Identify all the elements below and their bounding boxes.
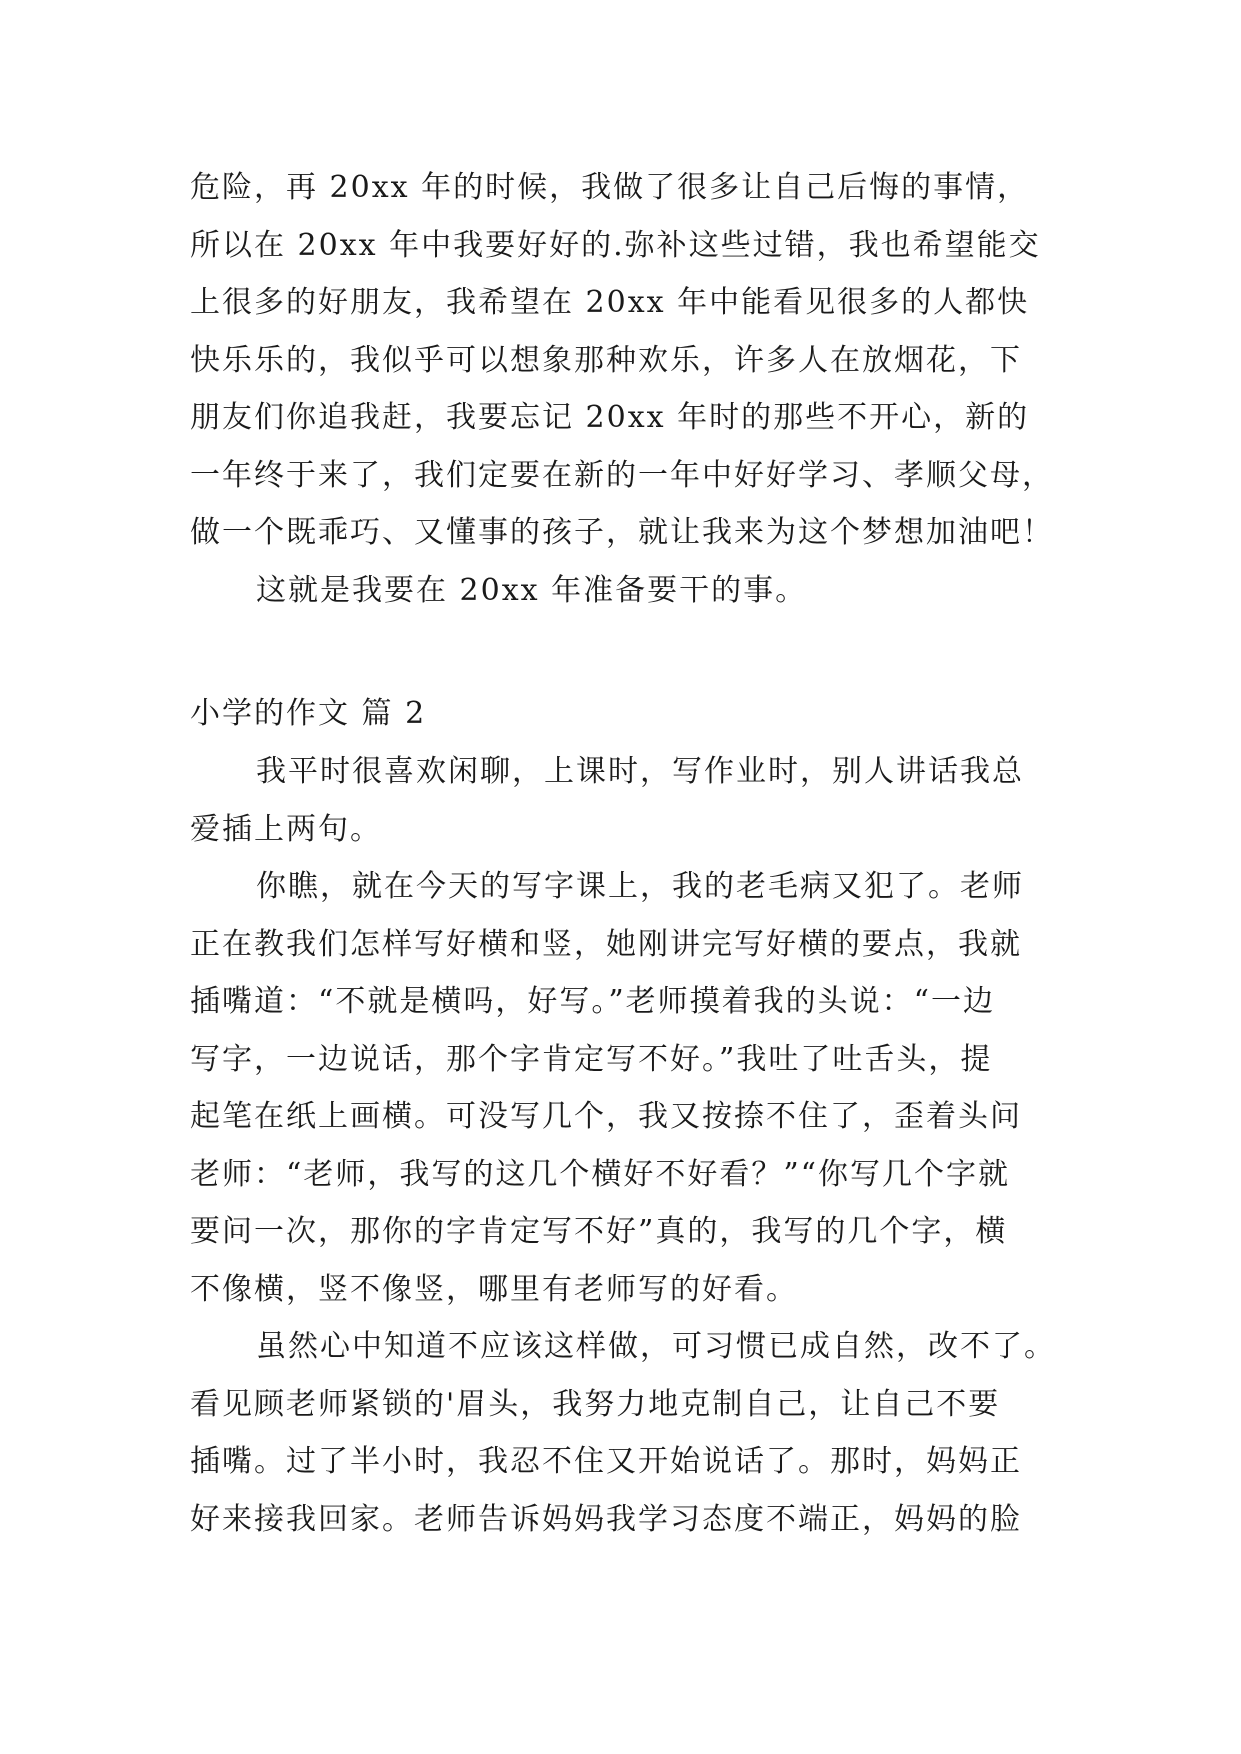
text-line: 危险，再 20xx 年的时候，我做了很多让自己后悔的事情，: [190, 170, 1030, 205]
text-line: 插嘴。过了半小时，我忍不住又开始说话了。那时，妈妈正: [190, 1444, 1022, 1479]
text-line: 上很多的好朋友，我希望在 20xx 年中能看见很多的人都快: [190, 285, 1030, 320]
text-line: 看见顾老师紧锁的'眉头，我努力地克制自己，让自己不要: [190, 1386, 1001, 1422]
paragraph: [190, 858, 1060, 1318]
text-line: 我平时很喜欢闲聊，上课时，写作业时，别人讲话我总: [256, 754, 1024, 789]
text-line: 不像横，竖不像竖，哪里有老师写的好看。: [190, 1271, 798, 1307]
essay-2-heading: [190, 685, 1060, 743]
text-line: 你瞧，就在今天的写字课上，我的老毛病又犯了。老师: [256, 869, 1024, 904]
essay-2-body: [190, 743, 1060, 1548]
text-line: 朋友们你追我赶，我要忘记 20xx 年时的那些不开心，新的: [190, 400, 1030, 435]
section-heading: 小学的作文 篇 2: [190, 696, 427, 731]
text-line: 老师：“老师，我写的这几个横好不好看？”“你写几个字就: [190, 1156, 1011, 1192]
text-line: 写字，一边说话，那个字肯定写不好。”我吐了吐舌头，提: [190, 1041, 993, 1077]
text-line: 插嘴道：“不就是横吗，好写。”老师摸着我的头说：“一边: [190, 984, 996, 1019]
text-line: 要问一次，那你的字肯定写不好”真的，我写的几个字，横: [190, 1214, 1008, 1249]
text-line: 快乐乐的，我似乎可以想象那种欢乐，许多人在放烟花，下: [190, 342, 1022, 378]
text-line: 好来接我回家。老师告诉妈妈我学习态度不端正，妈妈的脸: [190, 1501, 1022, 1537]
text-line: 虽然心中知道不应该这样做，可习惯已成自然，改不了。: [256, 1329, 1056, 1364]
closing-line: 这就是我要在 20xx 年准备要干的事。: [256, 572, 808, 608]
text-line: 所以在 20xx 年中我要好好的.弥补这些过错，我也希望能交: [190, 227, 1041, 263]
paragraph: [190, 1318, 1060, 1548]
essay-1-continuation: [190, 159, 1060, 619]
text-line: 做一个既乖巧、又懂事的孩子，就让我来为这个梦想加油吧！: [190, 515, 1054, 550]
text-line: 爱插上两句。: [190, 811, 382, 847]
text-line: 起笔在纸上画横。可没写几个，我又按捺不住了，歪着头问: [190, 1099, 1022, 1134]
paragraph: [190, 743, 1060, 858]
text-line: 正在教我们怎样写好横和竖，她刚讲完写好横的要点，我就: [190, 926, 1022, 962]
text-line: 一年终于来了，我们定要在新的一年中好好学习、孝顺父母，: [190, 457, 1054, 493]
